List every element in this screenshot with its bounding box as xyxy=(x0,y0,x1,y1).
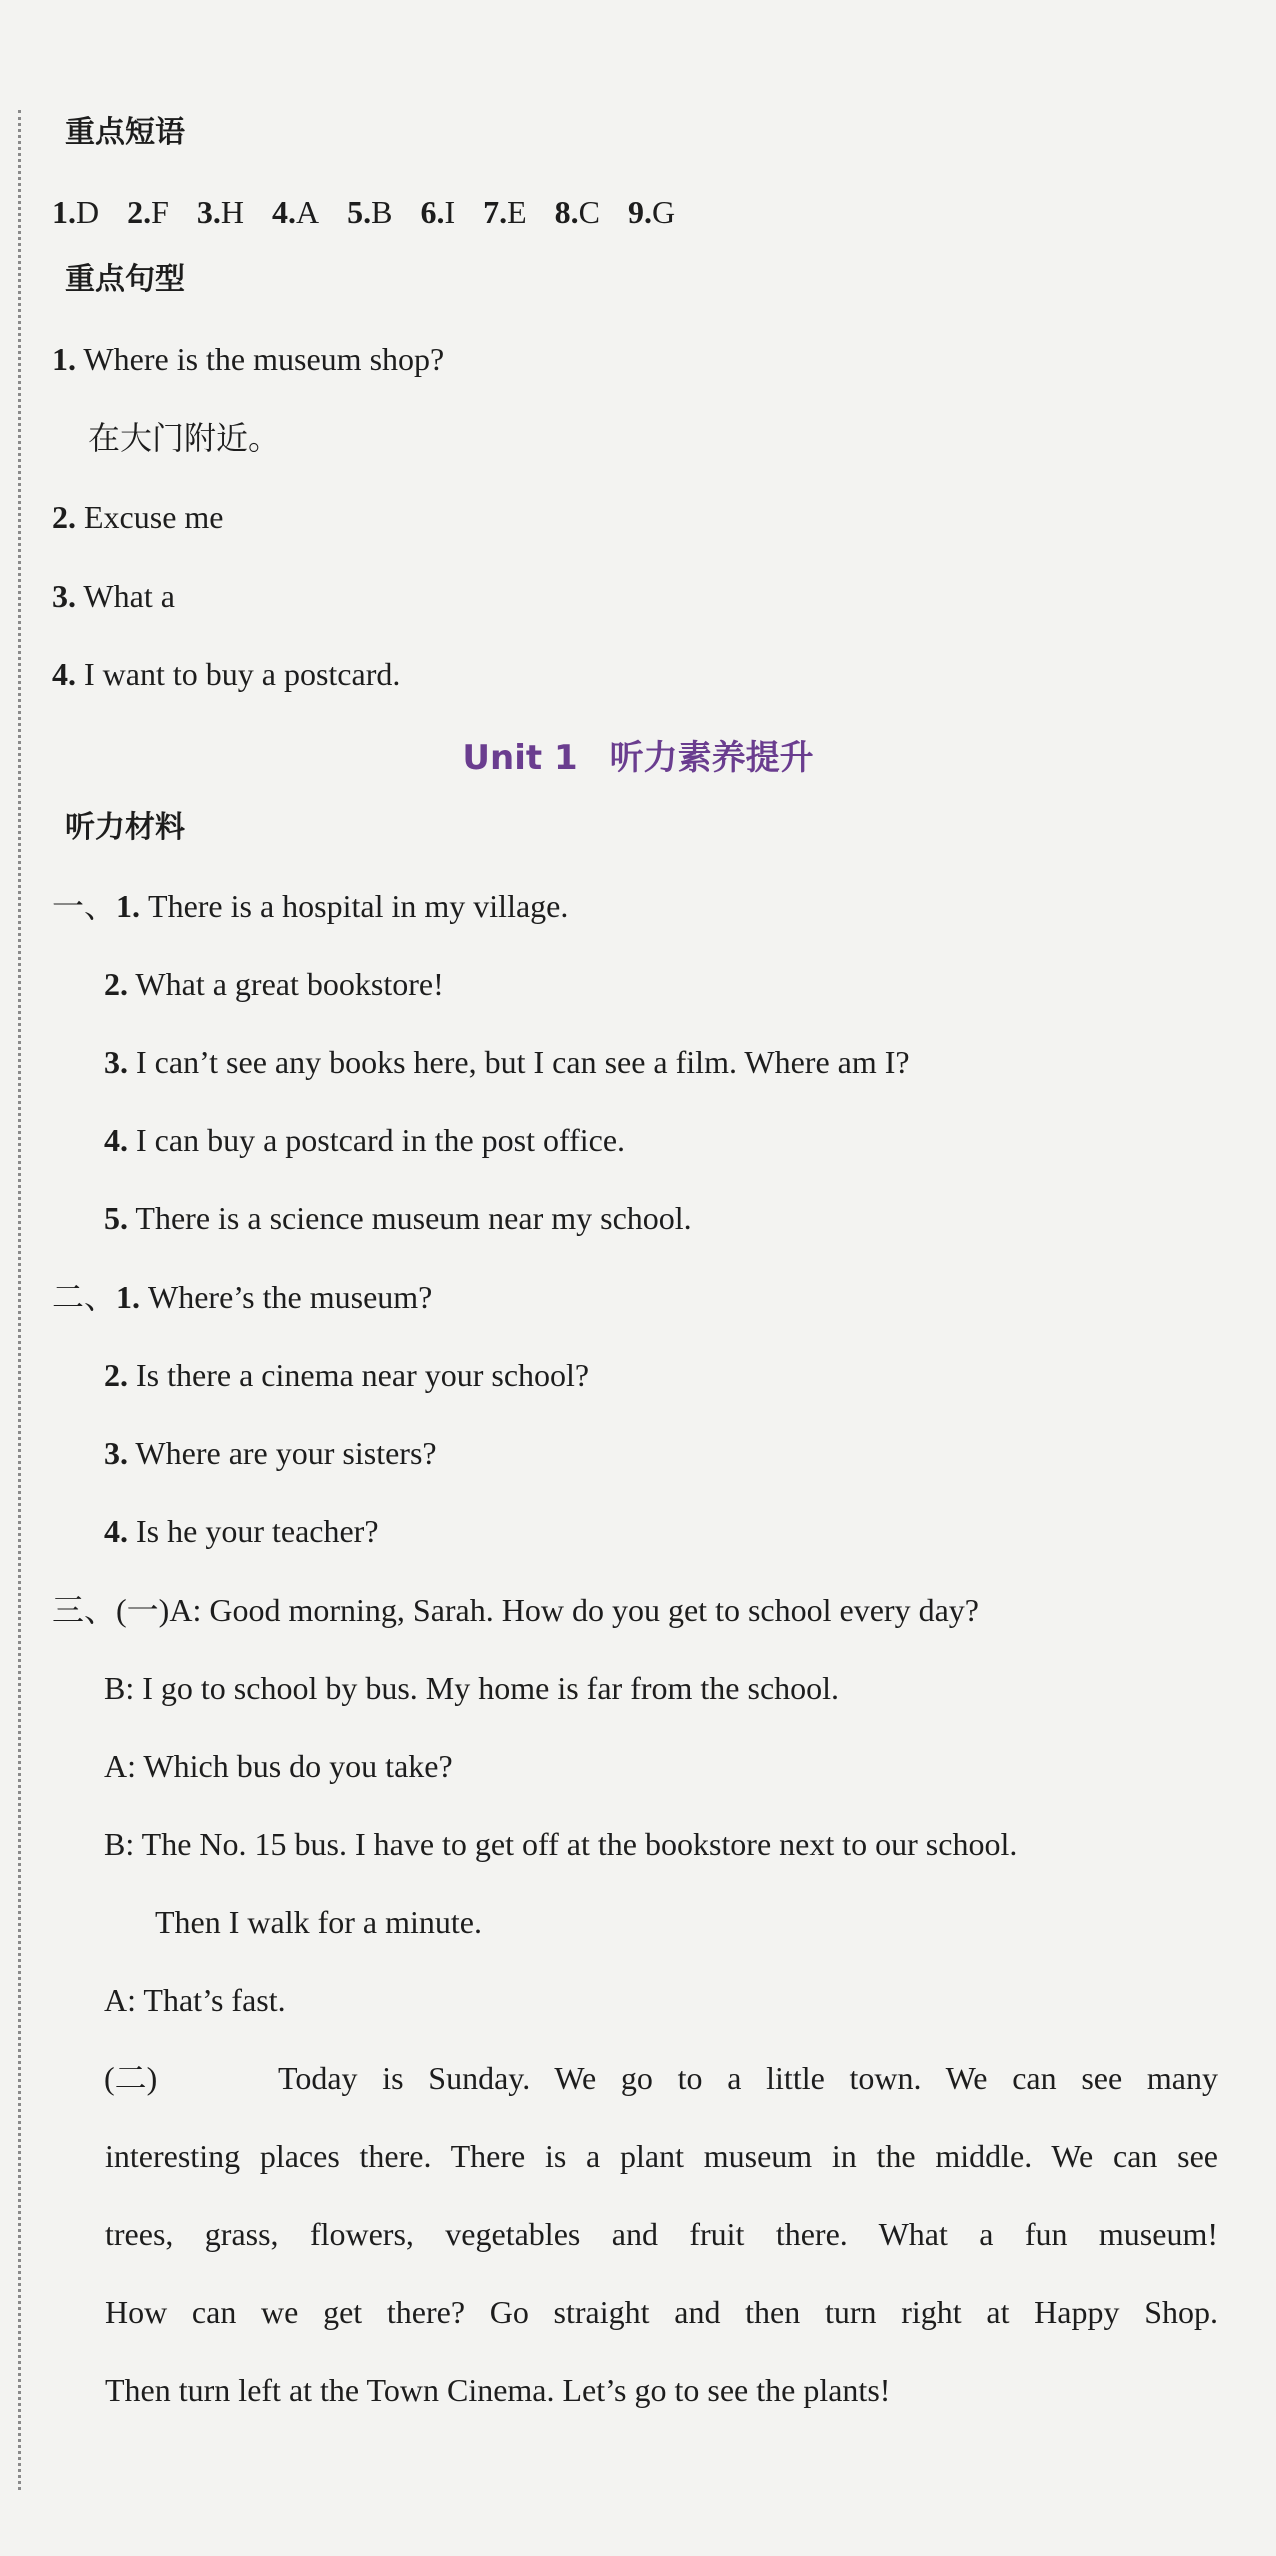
part3-dialog-line-1: 三、(一)A: Good morning, Sarah. How do you get to school every day? xyxy=(52,1591,979,1629)
part3-dialog-line-3: A: Which bus do you take? xyxy=(104,1748,453,1784)
part2-item-1: 二、1. Where’s the museum? xyxy=(52,1278,433,1316)
part3-dialog-line-4: B: The No. 15 bus. I have to get off at the bookstore next to our school. xyxy=(104,1826,1018,1862)
part3-dialog-line-6: A: That’s fast. xyxy=(104,1982,286,2018)
passage-line-2: interesting places there. There is a plant museum in the middle. We can see xyxy=(105,2138,1218,2174)
unit-title: Unit 1 听力素养提升 xyxy=(462,738,814,778)
sentence-4: 4. I want to buy a postcard. xyxy=(52,656,401,692)
part3-dialog-line-2: B: I go to school by bus. My home is far from the school. xyxy=(104,1670,840,1706)
part2-item-4: 4. Is he your teacher? xyxy=(104,1513,379,1549)
passage-line-5: Then turn left at the Town Cinema. Let’s go to see the plants! xyxy=(105,2372,891,2408)
part2-item-3: 3. Where are your sisters? xyxy=(104,1435,437,1471)
answer-1: 1.D xyxy=(52,194,100,230)
passage-line-4: How can we get there? Go straight and then turn right at Happy Shop. xyxy=(105,2294,1218,2330)
answer-7: 7.E xyxy=(483,194,527,230)
sentence-3: 3. What a xyxy=(52,578,175,614)
passage-line-1: Today is Sunday. We go to a little town. We can see many xyxy=(278,2060,1218,2096)
part1-item-4: 4. I can buy a postcard in the post office. xyxy=(104,1122,626,1158)
answer-5: 5.B xyxy=(347,194,393,230)
answer-2: 2.F xyxy=(127,194,169,230)
part1-item-2: 2. What a great bookstore! xyxy=(104,966,444,1002)
sentence-2: 2. Excuse me xyxy=(52,499,224,535)
sentence-1: 1. Where is the museum shop? xyxy=(52,341,445,377)
part1-item-5: 5. There is a science museum near my school. xyxy=(104,1200,692,1236)
answer-6: 6.I xyxy=(420,194,456,230)
answer-8: 8.C xyxy=(554,194,601,230)
part3-sub2-label: (二) xyxy=(104,2060,158,2096)
answer-4: 4.A xyxy=(272,194,320,230)
part3-dialog-line-5: Then I walk for a minute. xyxy=(155,1904,482,1940)
heading-key-sentences: 重点句型 xyxy=(65,262,185,297)
answer-row xyxy=(52,192,703,232)
part1-item-3: 3. I can’t see any books here, but I can see a film. Where am I? xyxy=(104,1044,910,1080)
heading-key-phrases: 重点短语 xyxy=(65,115,185,150)
part2-item-2: 2. Is there a cinema near your school? xyxy=(104,1357,590,1393)
answer-9: 9.G xyxy=(628,194,676,230)
heading-listening-material: 听力材料 xyxy=(65,810,185,845)
passage-line-3: trees, grass, flowers, vegetables and fruit there. What a fun museum! xyxy=(105,2216,1218,2252)
answer-3: 3.H xyxy=(196,194,245,230)
part1-item-1: 一、1. There is a hospital in my village. xyxy=(52,887,569,925)
sentence-1-cn: 在大门附近。 xyxy=(88,419,281,457)
